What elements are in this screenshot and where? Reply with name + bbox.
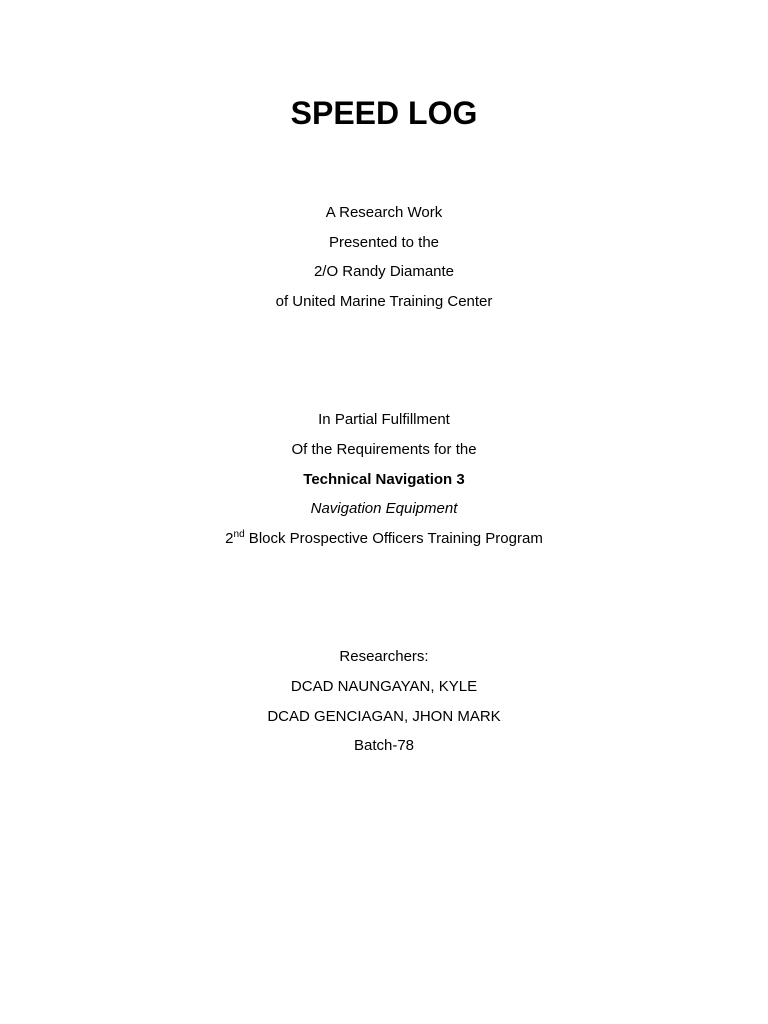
researcher-name: DCAD NAUNGAYAN, KYLE: [290, 678, 478, 695]
researchers-heading: Researchers:: [339, 648, 429, 665]
batch-label: Batch-78: [353, 737, 415, 754]
program-ordinal-suffix: nd: [233, 529, 245, 540]
fulfillment-line-1: In Partial Fulfillment: [318, 411, 450, 428]
presentation-line-1: A Research Work: [325, 204, 443, 221]
program-name: Block Prospective Officers Training Program: [244, 530, 543, 547]
presentation-line-2: Presented to the: [328, 234, 440, 251]
document-title: SPEED LOG: [290, 95, 478, 131]
presenter-name: 2/O Randy Diamante: [313, 263, 455, 280]
program-number: 2: [225, 530, 234, 547]
fulfillment-line-2: Of the Requirements for the: [291, 441, 477, 458]
researcher-name: DCAD GENCIAGAN, JHON MARK: [267, 708, 501, 725]
subject-name: Navigation Equipment: [310, 500, 458, 517]
program-line: [0, 530, 768, 548]
course-name: Technical Navigation 3: [303, 471, 465, 488]
institution-line: of United Marine Training Center: [275, 293, 493, 310]
